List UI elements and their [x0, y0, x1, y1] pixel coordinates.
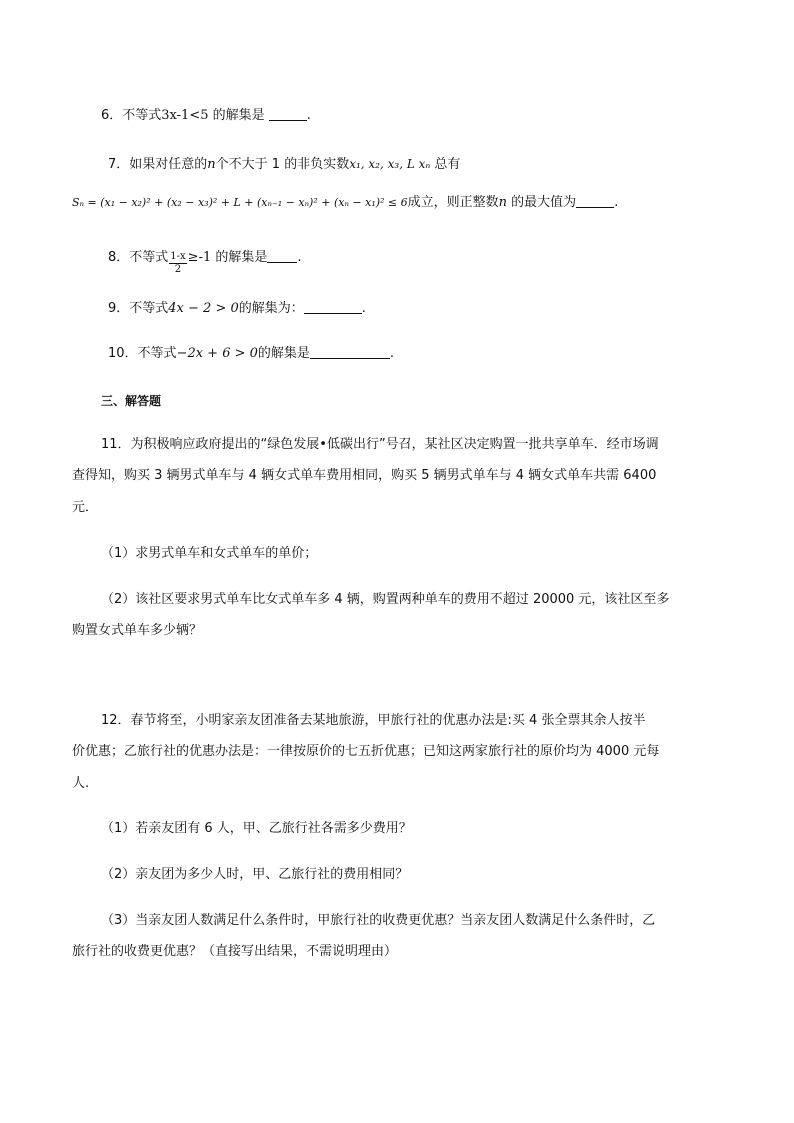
q8-denominator: 2	[174, 264, 182, 275]
q10-answer-blank[interactable]	[310, 345, 390, 359]
q11-part2-line1: （2）该社区要求男式单车比女式单车多 4 辆，购置两种单车的费用不超过 20000 元，该社区至多	[101, 592, 670, 607]
q11-line3: 元．	[72, 500, 99, 515]
q9-prefix: 9．不等式	[108, 301, 169, 316]
q11-line2: 查得知，购买 3 辆男式单车与 4 辆女式单车费用相同，购买 5 辆男式单车与 4 辆女式单车共需 6400	[72, 468, 657, 483]
q7-variables: x₁, x₂, x₃, L xₙ	[349, 157, 431, 171]
q7-formula: Sₙ = (x₁ − x₂)² + (x₂ − x₃)² + L + (xₙ₋₁ − xₙ)² + (xₙ − x₁)² ≤ 6	[72, 196, 408, 209]
q7-line2-mid: 成立，则正整数	[407, 195, 499, 210]
q8-rest: ≥-1	[187, 250, 212, 265]
q7-end: .	[614, 195, 619, 210]
section-heading: 三、解答题	[101, 394, 162, 408]
q9-suffix: 的解集为：	[238, 301, 304, 316]
q9-answer-blank[interactable]	[304, 300, 362, 314]
question-8	[108, 249, 302, 276]
question-10	[108, 345, 394, 363]
q10-end: .	[389, 346, 395, 361]
q9-expression: 4x − 2 > 0	[168, 301, 239, 316]
q8-numerator: 1-x	[170, 251, 186, 262]
q8-fraction	[169, 251, 186, 276]
q7-line2-end: 的最大值为	[511, 195, 577, 210]
q6-prefix: 6．不等式	[101, 108, 162, 123]
q8-end: .	[297, 250, 302, 265]
q6-suffix: 的解集是	[212, 108, 265, 123]
q6-end: .	[306, 108, 311, 123]
question-9	[108, 300, 366, 318]
q7-line1-end: 总有	[434, 157, 461, 172]
q12-line1: 12．春节将至，小明家亲友团准备去某地旅游，甲旅行社的优惠办法是:买 4 张全票其余人按半	[101, 713, 646, 728]
question-7-line1	[108, 155, 460, 174]
q12-line2: 价优惠；乙旅行社的优惠办法是：一律按原价的七五折优惠；已知这两家旅行社的原价均为 4000 元每	[72, 744, 660, 759]
q7-prefix: 7．如果对任意的	[108, 157, 208, 172]
q11-part2-line2: 购置女式单车多少辆？	[72, 623, 203, 638]
q10-prefix: 10．不等式	[108, 346, 177, 361]
q12-part1: （1）若亲友团有 6 人，甲、乙旅行社各需多少费用？	[101, 821, 412, 836]
q6-expression: 3x-1<5	[161, 108, 209, 123]
q7-n: n	[207, 157, 216, 172]
q12-part3-line1: （3）当亲友团人数满足什么条件时，甲旅行社的收费更优惠？当亲友团人数满足什么条件时，乙	[101, 913, 656, 928]
q8-answer-blank[interactable]	[267, 249, 297, 263]
question-6	[101, 107, 311, 125]
q12-line3: 人.	[72, 776, 90, 791]
q10-suffix: 的解集是	[257, 346, 310, 361]
q12-part3-line2: 旅行社的收费更优惠？（直接写出结果，不需说明理由）	[72, 944, 398, 959]
q8-prefix: 8．不等式	[108, 250, 169, 265]
q8-suffix: 的解集是	[215, 250, 268, 265]
q9-end: .	[361, 301, 366, 316]
q11-line1: 11．为积极响应政府提出的“绿色发展•低碳出行”号召，某社区决定购置一批共享单车．经市场调	[101, 437, 659, 452]
q7-mid: 个不大于 1 的非负实数	[215, 157, 350, 172]
q12-part2: （2）亲友团为多少人时，甲、乙旅行社的费用相同？	[101, 867, 409, 882]
q11-part1: （1）求男式单车和女式单车的单价；	[101, 546, 318, 561]
q6-answer-blank[interactable]	[269, 107, 307, 121]
q7-answer-blank[interactable]	[576, 194, 614, 208]
q10-expression: −2x + 6 > 0	[176, 346, 258, 361]
question-7-line2	[72, 194, 618, 212]
q7-line2-n: n	[498, 195, 508, 210]
